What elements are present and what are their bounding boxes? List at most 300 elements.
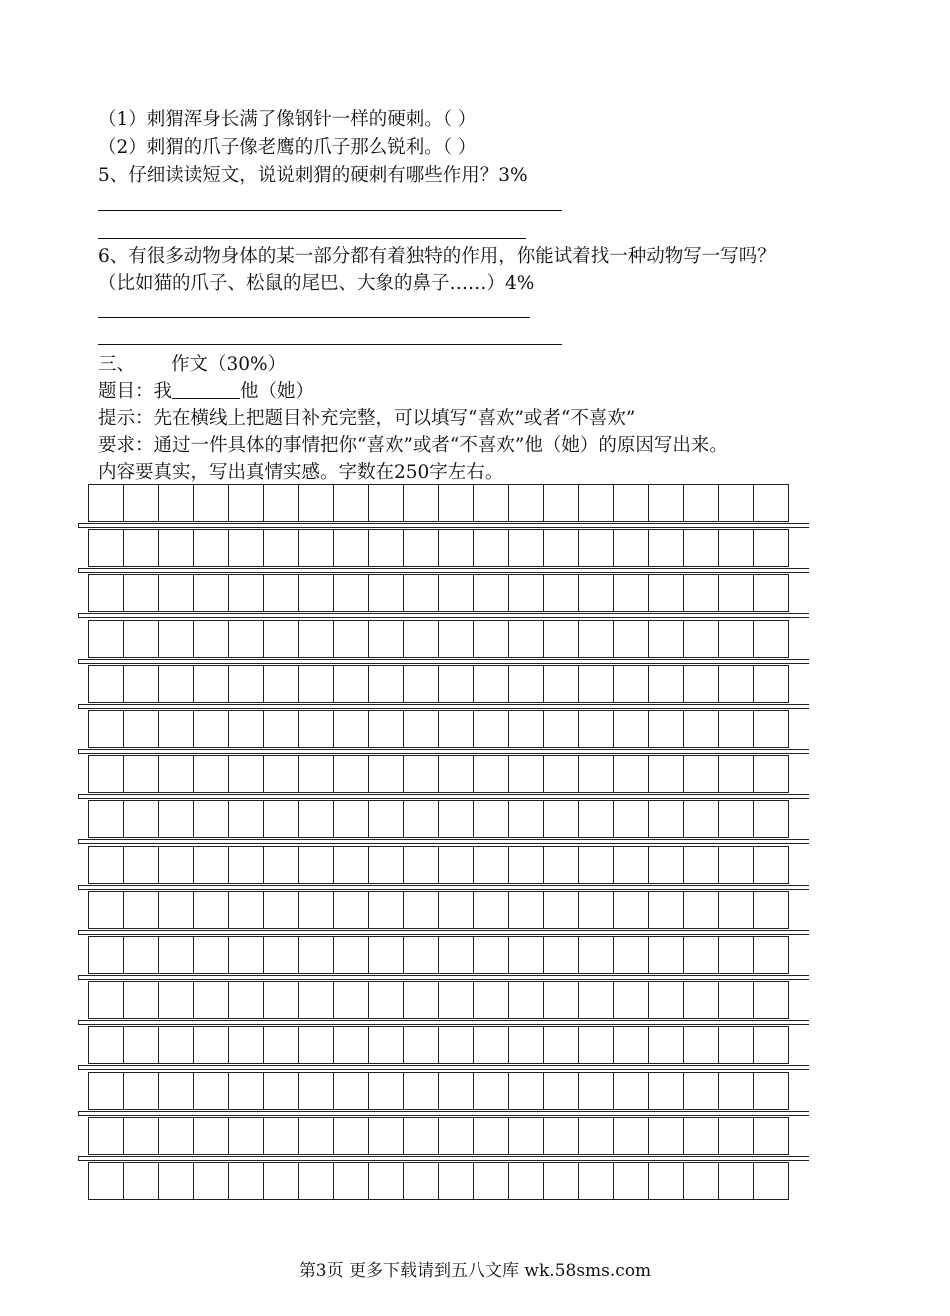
- grid-cell[interactable]: [123, 800, 159, 838]
- grid-cell[interactable]: [263, 1162, 299, 1200]
- grid-cell[interactable]: [403, 755, 439, 793]
- grid-cell[interactable]: [648, 891, 684, 929]
- grid-cell[interactable]: [718, 936, 754, 974]
- grid-cell[interactable]: [403, 529, 439, 567]
- grid-cell[interactable]: [753, 1117, 789, 1155]
- grid-cell[interactable]: [88, 529, 124, 567]
- grid-cell[interactable]: [333, 620, 369, 658]
- grid-cell[interactable]: [613, 665, 649, 703]
- grid-cell[interactable]: [368, 981, 404, 1019]
- grid-cell[interactable]: [368, 891, 404, 929]
- grid-cell[interactable]: [508, 574, 544, 612]
- grid-cell[interactable]: [158, 620, 194, 658]
- grid-cell[interactable]: [578, 1117, 614, 1155]
- grid-cell[interactable]: [508, 936, 544, 974]
- grid-cell[interactable]: [193, 620, 229, 658]
- grid-cell[interactable]: [228, 755, 264, 793]
- grid-cell[interactable]: [263, 981, 299, 1019]
- grid-cell[interactable]: [158, 800, 194, 838]
- grid-cell[interactable]: [508, 620, 544, 658]
- grid-cell[interactable]: [648, 936, 684, 974]
- grid-cell[interactable]: [333, 529, 369, 567]
- grid-cell[interactable]: [718, 891, 754, 929]
- grid-cell[interactable]: [123, 891, 159, 929]
- grid-cell[interactable]: [543, 891, 579, 929]
- grid-cell[interactable]: [438, 755, 474, 793]
- grid-cell[interactable]: [228, 1072, 264, 1110]
- grid-cell[interactable]: [263, 1117, 299, 1155]
- grid-cell[interactable]: [88, 846, 124, 884]
- grid-cell[interactable]: [403, 846, 439, 884]
- grid-cell[interactable]: [648, 800, 684, 838]
- grid-cell[interactable]: [193, 755, 229, 793]
- grid-cell[interactable]: [123, 710, 159, 748]
- grid-cell[interactable]: [298, 574, 334, 612]
- grid-cell[interactable]: [123, 1026, 159, 1064]
- grid-cell[interactable]: [298, 981, 334, 1019]
- grid-cell[interactable]: [753, 1162, 789, 1200]
- grid-cell[interactable]: [648, 1117, 684, 1155]
- grid-cell[interactable]: [473, 574, 509, 612]
- grid-cell[interactable]: [543, 665, 579, 703]
- grid-cell[interactable]: [193, 574, 229, 612]
- grid-cell[interactable]: [578, 710, 614, 748]
- grid-cell[interactable]: [683, 710, 719, 748]
- grid-cell[interactable]: [718, 529, 754, 567]
- grid-cell[interactable]: [543, 981, 579, 1019]
- grid-cell[interactable]: [193, 1117, 229, 1155]
- grid-cell[interactable]: [753, 891, 789, 929]
- grid-cell[interactable]: [578, 1026, 614, 1064]
- grid-cell[interactable]: [473, 665, 509, 703]
- grid-cell[interactable]: [543, 620, 579, 658]
- grid-cell[interactable]: [228, 1117, 264, 1155]
- grid-cell[interactable]: [123, 936, 159, 974]
- grid-cell[interactable]: [753, 755, 789, 793]
- grid-cell[interactable]: [508, 665, 544, 703]
- grid-cell[interactable]: [88, 800, 124, 838]
- grid-cell[interactable]: [648, 1072, 684, 1110]
- grid-cell[interactable]: [718, 484, 754, 522]
- grid-cell[interactable]: [158, 1072, 194, 1110]
- grid-cell[interactable]: [88, 1072, 124, 1110]
- answer-line[interactable]: [98, 210, 562, 211]
- grid-cell[interactable]: [403, 665, 439, 703]
- grid-cell[interactable]: [508, 484, 544, 522]
- grid-cell[interactable]: [368, 800, 404, 838]
- grid-cell[interactable]: [473, 1072, 509, 1110]
- grid-cell[interactable]: [333, 846, 369, 884]
- grid-cell[interactable]: [333, 665, 369, 703]
- grid-cell[interactable]: [648, 665, 684, 703]
- grid-cell[interactable]: [613, 936, 649, 974]
- grid-cell[interactable]: [648, 755, 684, 793]
- grid-cell[interactable]: [123, 1072, 159, 1110]
- grid-cell[interactable]: [333, 1162, 369, 1200]
- grid-cell[interactable]: [438, 1026, 474, 1064]
- grid-cell[interactable]: [648, 981, 684, 1019]
- grid-cell[interactable]: [683, 529, 719, 567]
- grid-cell[interactable]: [648, 620, 684, 658]
- grid-cell[interactable]: [123, 484, 159, 522]
- grid-cell[interactable]: [578, 665, 614, 703]
- grid-cell[interactable]: [193, 665, 229, 703]
- grid-cell[interactable]: [158, 981, 194, 1019]
- grid-cell[interactable]: [88, 574, 124, 612]
- grid-cell[interactable]: [543, 936, 579, 974]
- grid-cell[interactable]: [403, 1072, 439, 1110]
- grid-cell[interactable]: [88, 620, 124, 658]
- grid-cell[interactable]: [158, 846, 194, 884]
- grid-cell[interactable]: [613, 755, 649, 793]
- grid-cell[interactable]: [683, 665, 719, 703]
- grid-cell[interactable]: [368, 936, 404, 974]
- grid-cell[interactable]: [298, 1117, 334, 1155]
- grid-cell[interactable]: [193, 936, 229, 974]
- grid-cell[interactable]: [158, 1026, 194, 1064]
- grid-cell[interactable]: [718, 846, 754, 884]
- grid-cell[interactable]: [333, 1117, 369, 1155]
- answer-line[interactable]: [98, 238, 526, 239]
- grid-cell[interactable]: [578, 891, 614, 929]
- grid-cell[interactable]: [753, 1026, 789, 1064]
- grid-cell[interactable]: [368, 574, 404, 612]
- grid-cell[interactable]: [193, 484, 229, 522]
- grid-cell[interactable]: [403, 1162, 439, 1200]
- grid-cell[interactable]: [543, 800, 579, 838]
- grid-cell[interactable]: [613, 981, 649, 1019]
- grid-cell[interactable]: [228, 665, 264, 703]
- grid-cell[interactable]: [193, 891, 229, 929]
- grid-cell[interactable]: [508, 846, 544, 884]
- grid-cell[interactable]: [263, 529, 299, 567]
- grid-cell[interactable]: [753, 1072, 789, 1110]
- grid-cell[interactable]: [683, 620, 719, 658]
- grid-cell[interactable]: [403, 620, 439, 658]
- grid-cell[interactable]: [613, 529, 649, 567]
- grid-cell[interactable]: [333, 1072, 369, 1110]
- grid-cell[interactable]: [368, 1026, 404, 1064]
- grid-cell[interactable]: [88, 1117, 124, 1155]
- grid-cell[interactable]: [648, 484, 684, 522]
- grid-cell[interactable]: [543, 755, 579, 793]
- grid-cell[interactable]: [228, 620, 264, 658]
- grid-cell[interactable]: [228, 710, 264, 748]
- grid-cell[interactable]: [718, 1162, 754, 1200]
- grid-cell[interactable]: [333, 981, 369, 1019]
- grid-cell[interactable]: [438, 574, 474, 612]
- grid-cell[interactable]: [508, 1162, 544, 1200]
- grid-cell[interactable]: [438, 710, 474, 748]
- grid-cell[interactable]: [228, 529, 264, 567]
- grid-cell[interactable]: [753, 710, 789, 748]
- grid-cell[interactable]: [298, 620, 334, 658]
- grid-cell[interactable]: [578, 800, 614, 838]
- grid-cell[interactable]: [333, 755, 369, 793]
- grid-cell[interactable]: [753, 574, 789, 612]
- grid-cell[interactable]: [508, 755, 544, 793]
- grid-cell[interactable]: [368, 484, 404, 522]
- grid-cell[interactable]: [403, 1117, 439, 1155]
- grid-cell[interactable]: [473, 620, 509, 658]
- grid-cell[interactable]: [228, 484, 264, 522]
- grid-cell[interactable]: [158, 755, 194, 793]
- grid-cell[interactable]: [473, 710, 509, 748]
- answer-line[interactable]: [98, 317, 530, 318]
- grid-cell[interactable]: [88, 981, 124, 1019]
- grid-cell[interactable]: [298, 1162, 334, 1200]
- grid-cell[interactable]: [263, 936, 299, 974]
- grid-cell[interactable]: [543, 529, 579, 567]
- grid-cell[interactable]: [683, 574, 719, 612]
- grid-cell[interactable]: [613, 620, 649, 658]
- grid-cell[interactable]: [403, 891, 439, 929]
- grid-cell[interactable]: [473, 800, 509, 838]
- grid-cell[interactable]: [333, 484, 369, 522]
- grid-cell[interactable]: [123, 755, 159, 793]
- grid-cell[interactable]: [683, 846, 719, 884]
- grid-cell[interactable]: [683, 1162, 719, 1200]
- grid-cell[interactable]: [193, 1026, 229, 1064]
- grid-cell[interactable]: [613, 1072, 649, 1110]
- grid-cell[interactable]: [543, 1162, 579, 1200]
- grid-cell[interactable]: [578, 981, 614, 1019]
- grid-cell[interactable]: [193, 846, 229, 884]
- grid-cell[interactable]: [193, 1072, 229, 1110]
- grid-cell[interactable]: [333, 1026, 369, 1064]
- grid-cell[interactable]: [263, 1072, 299, 1110]
- grid-cell[interactable]: [228, 981, 264, 1019]
- grid-cell[interactable]: [648, 574, 684, 612]
- grid-cell[interactable]: [368, 755, 404, 793]
- grid-cell[interactable]: [263, 800, 299, 838]
- grid-cell[interactable]: [613, 1026, 649, 1064]
- grid-cell[interactable]: [298, 529, 334, 567]
- grid-cell[interactable]: [298, 710, 334, 748]
- grid-cell[interactable]: [193, 710, 229, 748]
- grid-cell[interactable]: [123, 665, 159, 703]
- grid-cell[interactable]: [508, 891, 544, 929]
- grid-cell[interactable]: [578, 846, 614, 884]
- grid-cell[interactable]: [263, 484, 299, 522]
- grid-cell[interactable]: [473, 981, 509, 1019]
- grid-cell[interactable]: [228, 936, 264, 974]
- grid-cell[interactable]: [298, 1072, 334, 1110]
- grid-cell[interactable]: [263, 665, 299, 703]
- grid-cell[interactable]: [683, 1072, 719, 1110]
- grid-cell[interactable]: [403, 484, 439, 522]
- grid-cell[interactable]: [403, 574, 439, 612]
- grid-cell[interactable]: [263, 620, 299, 658]
- grid-cell[interactable]: [438, 800, 474, 838]
- grid-cell[interactable]: [473, 1026, 509, 1064]
- grid-cell[interactable]: [298, 891, 334, 929]
- grid-cell[interactable]: [438, 1117, 474, 1155]
- grid-cell[interactable]: [473, 484, 509, 522]
- grid-cell[interactable]: [473, 755, 509, 793]
- grid-cell[interactable]: [438, 529, 474, 567]
- grid-cell[interactable]: [158, 665, 194, 703]
- grid-cell[interactable]: [438, 891, 474, 929]
- grid-cell[interactable]: [648, 1162, 684, 1200]
- grid-cell[interactable]: [578, 1162, 614, 1200]
- grid-cell[interactable]: [438, 484, 474, 522]
- grid-cell[interactable]: [438, 981, 474, 1019]
- grid-cell[interactable]: [403, 936, 439, 974]
- grid-cell[interactable]: [123, 529, 159, 567]
- grid-cell[interactable]: [263, 755, 299, 793]
- grid-cell[interactable]: [648, 1026, 684, 1064]
- grid-cell[interactable]: [158, 484, 194, 522]
- grid-cell[interactable]: [718, 755, 754, 793]
- grid-cell[interactable]: [473, 891, 509, 929]
- grid-cell[interactable]: [683, 981, 719, 1019]
- grid-cell[interactable]: [648, 529, 684, 567]
- grid-cell[interactable]: [753, 800, 789, 838]
- grid-cell[interactable]: [333, 574, 369, 612]
- grid-cell[interactable]: [123, 1117, 159, 1155]
- grid-cell[interactable]: [753, 620, 789, 658]
- grid-cell[interactable]: [368, 710, 404, 748]
- grid-cell[interactable]: [368, 1072, 404, 1110]
- grid-cell[interactable]: [298, 800, 334, 838]
- grid-cell[interactable]: [158, 1117, 194, 1155]
- grid-cell[interactable]: [718, 710, 754, 748]
- grid-cell[interactable]: [683, 1117, 719, 1155]
- grid-cell[interactable]: [228, 574, 264, 612]
- grid-cell[interactable]: [298, 484, 334, 522]
- grid-cell[interactable]: [403, 1026, 439, 1064]
- grid-cell[interactable]: [438, 665, 474, 703]
- grid-cell[interactable]: [158, 891, 194, 929]
- grid-cell[interactable]: [648, 710, 684, 748]
- grid-cell[interactable]: [578, 574, 614, 612]
- grid-cell[interactable]: [648, 846, 684, 884]
- grid-cell[interactable]: [158, 1162, 194, 1200]
- grid-cell[interactable]: [683, 484, 719, 522]
- grid-cell[interactable]: [298, 846, 334, 884]
- grid-cell[interactable]: [718, 574, 754, 612]
- grid-cell[interactable]: [263, 891, 299, 929]
- grid-cell[interactable]: [508, 1026, 544, 1064]
- grid-cell[interactable]: [438, 936, 474, 974]
- grid-cell[interactable]: [718, 1072, 754, 1110]
- grid-cell[interactable]: [193, 981, 229, 1019]
- grid-cell[interactable]: [613, 800, 649, 838]
- grid-cell[interactable]: [368, 620, 404, 658]
- grid-cell[interactable]: [578, 755, 614, 793]
- grid-cell[interactable]: [753, 981, 789, 1019]
- grid-cell[interactable]: [88, 1162, 124, 1200]
- grid-cell[interactable]: [333, 800, 369, 838]
- grid-cell[interactable]: [158, 936, 194, 974]
- grid-cell[interactable]: [88, 755, 124, 793]
- grid-cell[interactable]: [753, 529, 789, 567]
- grid-cell[interactable]: [578, 1072, 614, 1110]
- grid-cell[interactable]: [508, 800, 544, 838]
- grid-cell[interactable]: [263, 1026, 299, 1064]
- grid-cell[interactable]: [613, 1162, 649, 1200]
- grid-cell[interactable]: [438, 1072, 474, 1110]
- grid-cell[interactable]: [88, 891, 124, 929]
- grid-cell[interactable]: [613, 1117, 649, 1155]
- grid-cell[interactable]: [683, 936, 719, 974]
- grid-cell[interactable]: [613, 891, 649, 929]
- grid-cell[interactable]: [123, 574, 159, 612]
- grid-cell[interactable]: [193, 1162, 229, 1200]
- grid-cell[interactable]: [123, 981, 159, 1019]
- grid-cell[interactable]: [683, 1026, 719, 1064]
- grid-cell[interactable]: [333, 891, 369, 929]
- grid-cell[interactable]: [438, 846, 474, 884]
- grid-cell[interactable]: [683, 891, 719, 929]
- grid-cell[interactable]: [123, 846, 159, 884]
- grid-cell[interactable]: [613, 846, 649, 884]
- grid-cell[interactable]: [543, 846, 579, 884]
- grid-cell[interactable]: [753, 846, 789, 884]
- grid-cell[interactable]: [683, 755, 719, 793]
- grid-cell[interactable]: [753, 484, 789, 522]
- grid-cell[interactable]: [578, 620, 614, 658]
- grid-cell[interactable]: [718, 1117, 754, 1155]
- grid-cell[interactable]: [193, 529, 229, 567]
- grid-cell[interactable]: [508, 981, 544, 1019]
- grid-cell[interactable]: [228, 846, 264, 884]
- grid-cell[interactable]: [298, 1026, 334, 1064]
- grid-cell[interactable]: [578, 529, 614, 567]
- grid-cell[interactable]: [473, 1162, 509, 1200]
- grid-cell[interactable]: [683, 800, 719, 838]
- grid-cell[interactable]: [298, 936, 334, 974]
- grid-cell[interactable]: [543, 1026, 579, 1064]
- grid-cell[interactable]: [403, 800, 439, 838]
- grid-cell[interactable]: [368, 846, 404, 884]
- grid-cell[interactable]: [578, 936, 614, 974]
- grid-cell[interactable]: [88, 936, 124, 974]
- grid-cell[interactable]: [438, 620, 474, 658]
- grid-cell[interactable]: [543, 574, 579, 612]
- grid-cell[interactable]: [333, 710, 369, 748]
- grid-cell[interactable]: [473, 1117, 509, 1155]
- grid-cell[interactable]: [718, 1026, 754, 1064]
- grid-cell[interactable]: [263, 710, 299, 748]
- grid-cell[interactable]: [88, 1026, 124, 1064]
- grid-cell[interactable]: [368, 529, 404, 567]
- grid-cell[interactable]: [718, 800, 754, 838]
- grid-cell[interactable]: [508, 1072, 544, 1110]
- grid-cell[interactable]: [298, 665, 334, 703]
- answer-line[interactable]: [98, 344, 562, 345]
- grid-cell[interactable]: [263, 574, 299, 612]
- grid-cell[interactable]: [228, 891, 264, 929]
- grid-cell[interactable]: [718, 981, 754, 1019]
- grid-cell[interactable]: [543, 1072, 579, 1110]
- grid-cell[interactable]: [473, 529, 509, 567]
- grid-cell[interactable]: [543, 710, 579, 748]
- grid-cell[interactable]: [508, 529, 544, 567]
- grid-cell[interactable]: [88, 484, 124, 522]
- grid-cell[interactable]: [718, 620, 754, 658]
- grid-cell[interactable]: [228, 1026, 264, 1064]
- grid-cell[interactable]: [123, 620, 159, 658]
- grid-cell[interactable]: [298, 755, 334, 793]
- grid-cell[interactable]: [403, 981, 439, 1019]
- grid-cell[interactable]: [438, 1162, 474, 1200]
- grid-cell[interactable]: [88, 665, 124, 703]
- grid-cell[interactable]: [508, 710, 544, 748]
- grid-cell[interactable]: [613, 484, 649, 522]
- grid-cell[interactable]: [578, 484, 614, 522]
